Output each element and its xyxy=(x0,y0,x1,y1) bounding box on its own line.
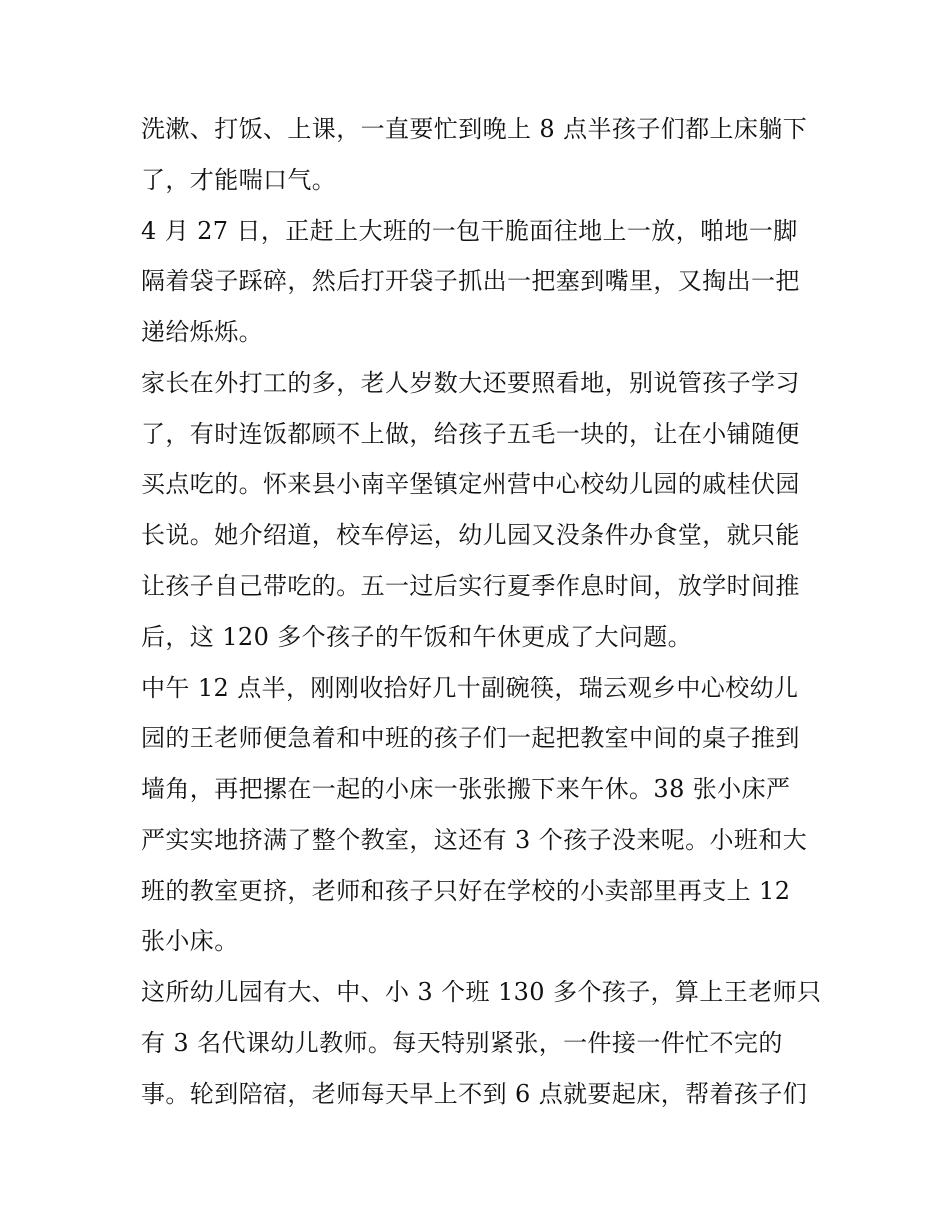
text-line: 隔着袋子踩碎，然后打开袋子抓出一把塞到嘴里，又掏出一把 xyxy=(141,267,800,295)
text-line: 长说。她介绍道，校车停运，幼儿园又没条件办食堂，就只能 xyxy=(141,521,800,549)
text-line: 了，有时连饭都顾不上做，给孩子五毛一块的，让在小铺随便 xyxy=(141,420,800,448)
text-line: 洗漱、打饭、上课，一直要忙到晚上 8 点半孩子们都上床躺下 xyxy=(141,115,808,143)
text-line: 了，才能喘口气。 xyxy=(141,166,337,194)
text-line: 买点吃的。怀来县小南辛堡镇定州营中心校幼儿园的戚桂伏园 xyxy=(141,470,800,498)
text-line: 4 月 27 日，正赶上大班的一包干脆面往地上一放，啪地一脚 xyxy=(141,217,798,245)
text-line: 严实实地挤满了整个教室，这还有 3 个孩子没来呢。小班和大 xyxy=(141,826,808,854)
text-line: 事。轮到陪宿，老师每天早上不到 6 点就要起床，帮着孩子们 xyxy=(141,1080,808,1108)
text-line: 有 3 名代课幼儿教师。每天特别紧张，一件接一件忙不完的 xyxy=(141,1029,783,1057)
text-line: 墙角，再把摞在一起的小床一张张搬下来午休。38 张小床严 xyxy=(141,775,791,803)
text-line: 张小床。 xyxy=(141,927,239,955)
text-line: 递给烁烁。 xyxy=(141,318,263,346)
text-line: 班的教室更挤，老师和孩子只好在学校的小卖部里再支上 12 xyxy=(141,877,791,905)
text-line: 中午 12 点半，刚刚收拾好几十副碗筷，瑞云观乡中心校幼儿 xyxy=(141,674,799,702)
text-line: 园的王老师便急着和中班的孩子们一起把教室中间的桌子推到 xyxy=(141,724,800,752)
text-line: 这所幼儿园有大、中、小 3 个班 130 多个孩子，算上王老师只 xyxy=(141,978,822,1006)
text-line: 家长在外打工的多，老人岁数大还要照看地，别说管孩子学习 xyxy=(141,369,800,397)
text-line: 后，这 120 多个孩子的午饭和午休更成了大问题。 xyxy=(141,623,693,651)
text-line: 让孩子自己带吃的。五一过后实行夏季作息时间，放学时间推 xyxy=(141,572,800,600)
